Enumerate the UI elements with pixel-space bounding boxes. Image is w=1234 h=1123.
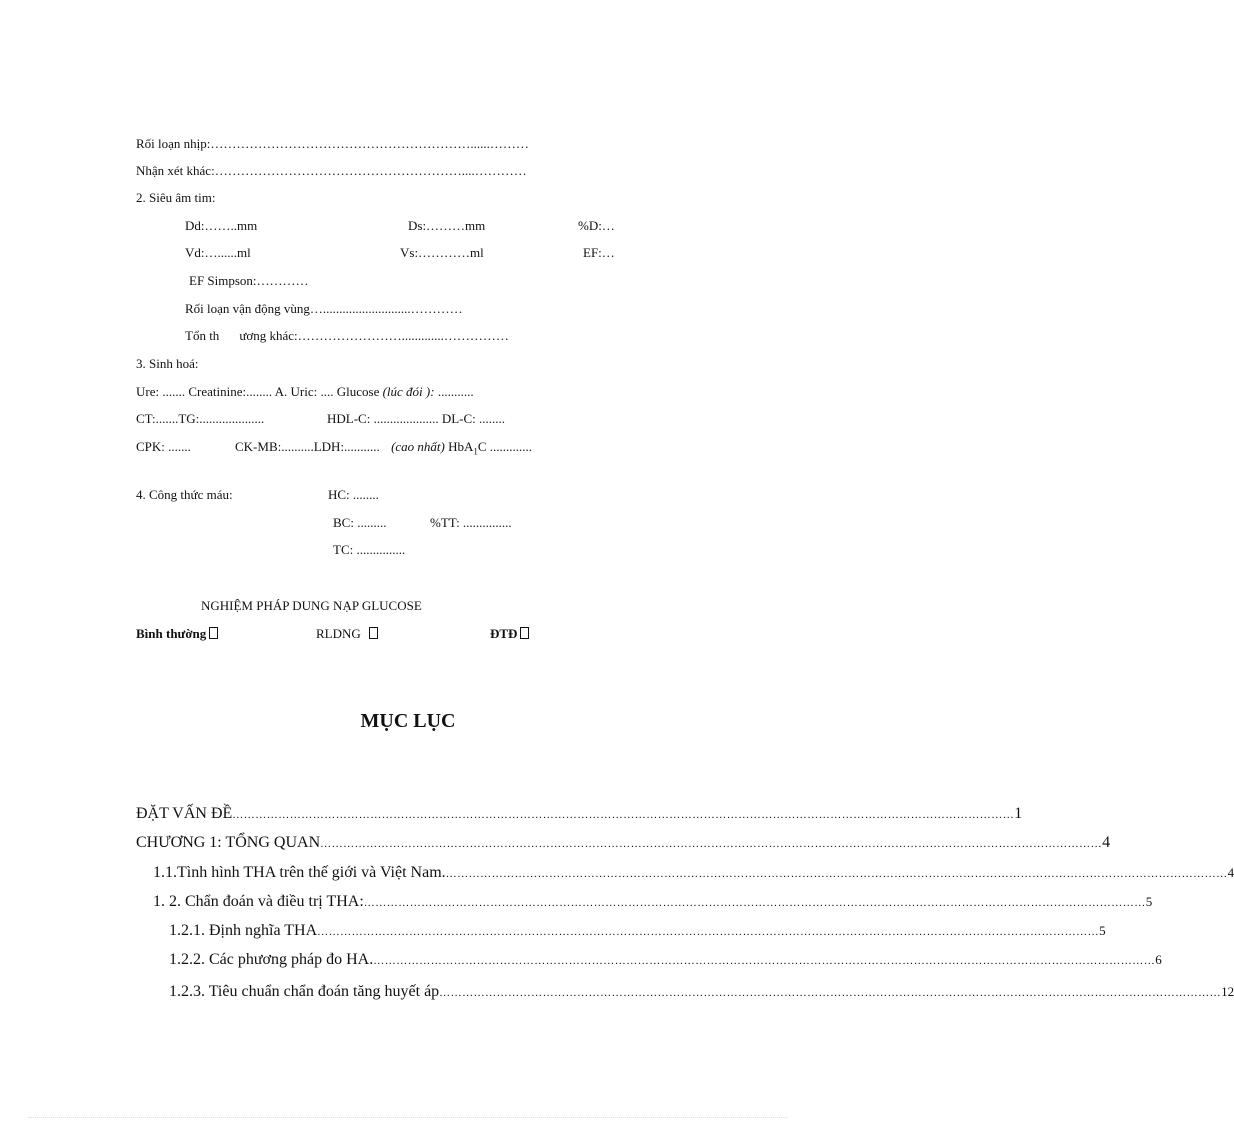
hba-value: C ............. [477,439,533,454]
toc-leader: …………………………………………………………………………………………………………………………………………………………………………………… [373,955,1156,967]
ct-tg-field: CT:.......TG:.................... [136,411,265,426]
cpk-field: CPK: ....... [136,439,191,454]
toc-page: 4 [1102,834,1111,851]
toc-label: 1.2.1. Định nghĩa THA [169,922,318,939]
hba-subscript: 1 [473,446,478,457]
toc-page: 5 [1145,894,1153,909]
lesion-label-part2: ương khác:…………………….............…………… [239,328,509,343]
toc-label: 1.2.3. Tiêu chuẩn chẩn đoán tăng huyết áp [169,983,440,1000]
blood-count-heading: 4. Công thức máu: [136,487,233,502]
percent-d-field: %D:… [578,218,615,233]
fasting-label: (lúc đói ): [382,384,435,399]
normal-label: Bình thường [136,626,207,641]
hc-field: HC: ........ [328,487,379,502]
toc-label: ĐẶT VẤN ĐỀ [136,805,233,822]
echo-heading: 2. Siêu âm tim: [136,190,216,205]
rldng-option [316,626,378,642]
other-lesions-line [185,328,509,344]
toc-label: 1.1.Tình hình THA trên thế giới và Việt Nam. [153,864,446,881]
toc-label: 1. 2. Chẩn đoán và điều trị THA: [153,893,364,910]
rldng-checkbox[interactable] [369,627,378,639]
toc-label: CHƯƠNG 1: TỔNG QUAN [136,834,321,851]
wall-motion-line: Rối loạn vận động vùng…...........................………… [185,301,463,316]
dd-field: Dd:……..mm [185,218,258,233]
ckmb-ldh-field: CK-MB:..........LDH:........... [235,439,380,454]
normal-checkbox[interactable] [209,627,218,639]
glucose-tolerance-heading: NGHIỆM PHÁP DUNG NẠP GLUCOSE [201,598,422,613]
hba-label: HbA [448,439,474,454]
toc-leader: …………………………………………………………………………………………………………………………………………………………………………………… [232,809,1015,821]
toc-page: 1 [1014,805,1023,822]
toc-leader: …………………………………………………………………………………………………………………………………………………………………………………… [439,987,1222,999]
ef-simpson-field: EF Simpson:………… [189,273,309,288]
rldng-label: RLDNG [316,626,361,641]
tt-field: %TT: ............... [430,515,512,530]
toc-page: 4 [1227,865,1234,880]
toc-leader: …………………………………………………………………………………………………………………………………………………………………………………… [445,868,1228,880]
toc-item[interactable] [136,834,1111,852]
ds-field: Ds:………mm [408,218,486,233]
ure-text: Ure: ....... Creatinine:........ A. Uric: .... Glucose [136,384,380,399]
toc-item[interactable] [153,893,1153,911]
toc-label: 1.2.2. Các phương pháp đo HA. [169,951,374,968]
toc-leader: …………………………………………………………………………………………………………………………………………………………………………………… [363,897,1146,909]
toc-page: 12 [1221,984,1234,999]
bc-field: BC: ......... [333,515,387,530]
toc-item[interactable] [136,805,1023,823]
toc-item[interactable] [169,983,1234,1001]
other-remarks-line: Nhận xét khác:…………………………………………………....………… [136,163,527,178]
ef-field: EF:… [583,245,615,260]
tc-field: TC: ............... [333,542,406,557]
diabetes-checkbox[interactable] [520,627,529,639]
diabetes-option [490,626,529,642]
arrhythmia-line: Rối loạn nhịp:……………………………………………………......……… [136,136,529,151]
hdl-dl-field: HDL-C: .................... DL-C: ........ [327,411,506,426]
ure-line [136,384,474,400]
vs-field: Vs:…………ml [400,245,484,260]
toc-item[interactable] [169,951,1162,969]
biochem-heading: 3. Sinh hoá: [136,356,199,371]
toc-item[interactable] [153,864,1234,882]
toc-page: 5 [1099,923,1106,938]
toc-title: MỤC LỤC [360,710,456,732]
toc-page: 6 [1155,952,1162,967]
diabetes-label: ĐTĐ [490,626,518,641]
lesion-label-part1: Tổn th [185,328,220,343]
toc-item[interactable] [169,922,1106,940]
highest-label: (cao nhất) [391,439,445,454]
ckmb-ldh-line [235,439,532,460]
toc-leader: …………………………………………………………………………………………………………………………………………………………………………………… [317,926,1100,938]
normal-option [136,626,218,642]
vd-field: Vd:…......ml [185,245,251,260]
toc-leader: …………………………………………………………………………………………………………………………………………………………………………………… [320,838,1103,850]
page-bottom-rule [28,1117,788,1118]
glucose-value: ........... [437,384,474,399]
